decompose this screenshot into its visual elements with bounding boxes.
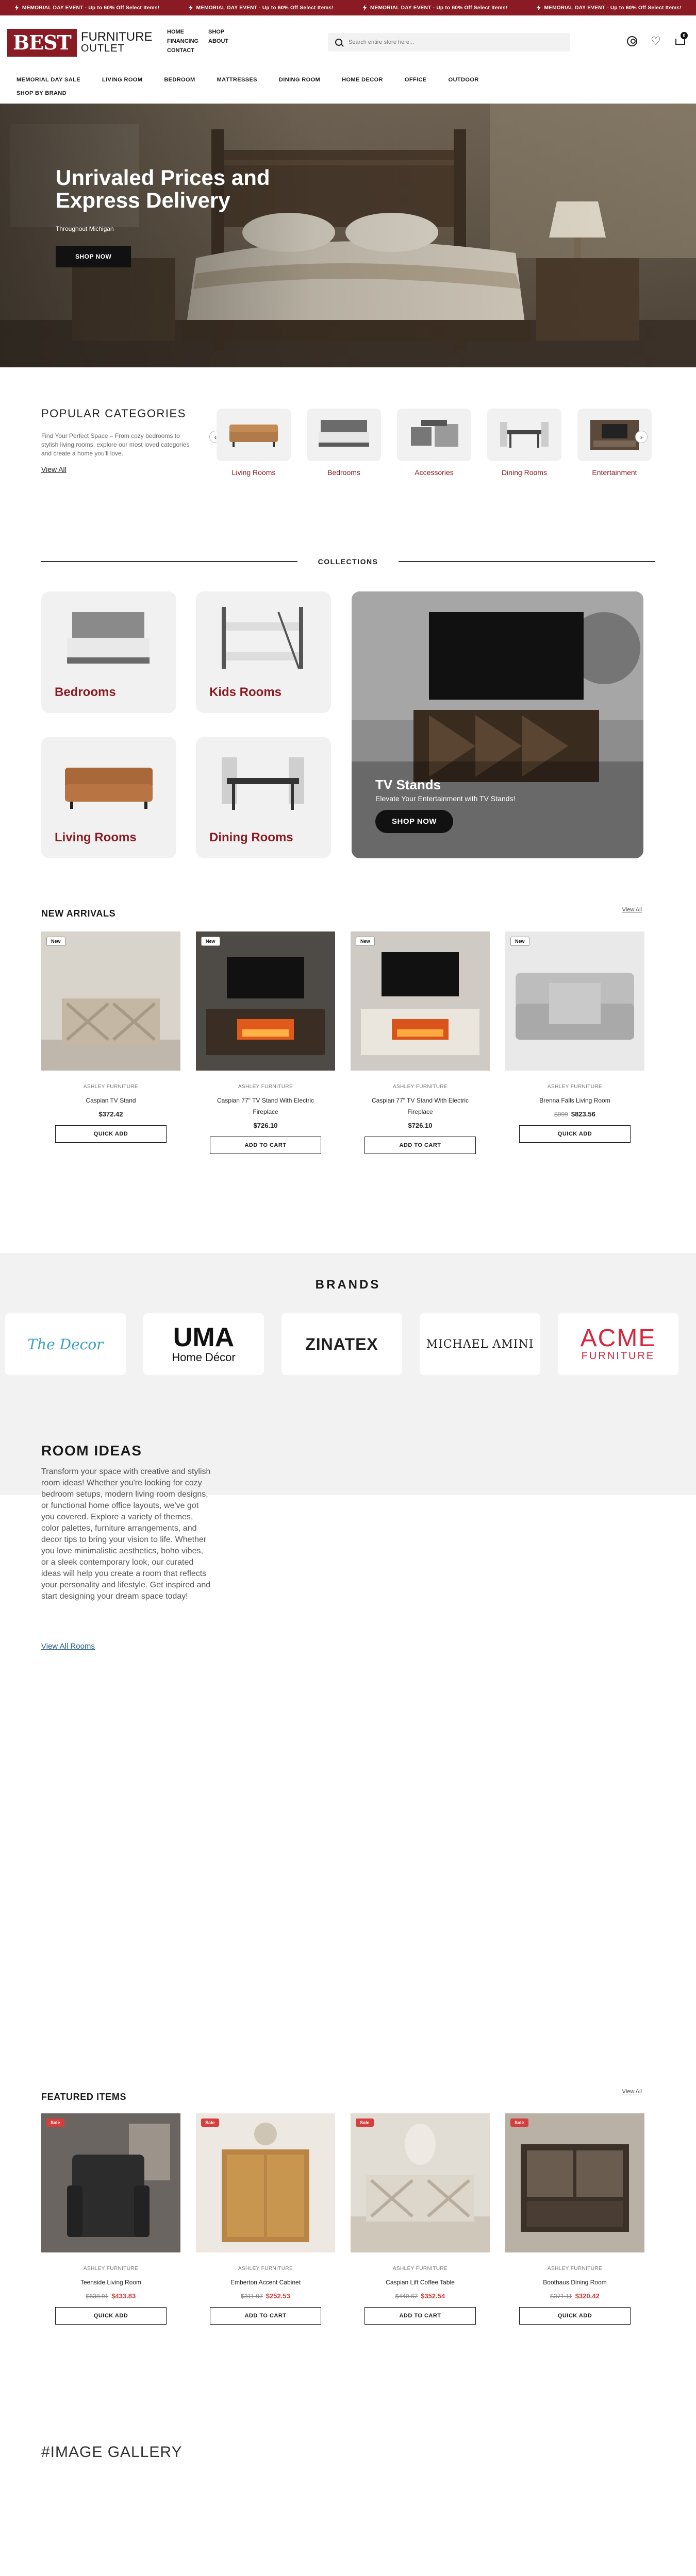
collection-card-tv-stands[interactable] (352, 591, 643, 858)
bolt-icon (362, 5, 367, 11)
product-card[interactable] (505, 2113, 644, 2325)
bolt-icon (189, 5, 193, 11)
room-ideas-title: ROOM IDEAS (41, 1443, 142, 1459)
popular-categories (0, 367, 696, 477)
nav-home-decor[interactable]: HOME DECOR (342, 77, 383, 83)
product-brand: ASHLEY FURNITURE (238, 2266, 293, 2272)
add-to-cart-button[interactable]: ADD TO CART (364, 2307, 476, 2325)
brand-card-the-decor[interactable] (5, 1313, 126, 1375)
category-label: Accessories (415, 468, 454, 477)
product-image[interactable] (505, 931, 644, 1071)
product-old-price: $638.91 (86, 2293, 109, 2300)
sale-badge: Sale (201, 2119, 219, 2127)
product-old-price: $371.11 (550, 2293, 572, 2300)
collection-card-kids-rooms[interactable] (196, 591, 331, 713)
product-image[interactable] (351, 2113, 490, 2252)
product-price: $999 $823.56 (554, 1110, 595, 1118)
product-price: $440.67 $352.54 (395, 2292, 445, 2300)
category-carousel (217, 409, 652, 477)
brand-card-uma[interactable] (143, 1313, 264, 1375)
add-to-cart-button[interactable]: ADD TO CART (364, 1137, 476, 1154)
collection-card-living-rooms[interactable] (41, 737, 176, 858)
popular-categories-title: POPULAR CATEGORIES (41, 407, 186, 420)
sale-badge: Sale (46, 2119, 64, 2127)
new-badge: New (201, 937, 220, 946)
nav-shop-by-brand[interactable]: SHOP BY BRAND (16, 90, 67, 96)
collection-label: Bedrooms (55, 685, 116, 699)
site-header (0, 15, 696, 70)
quick-add-button[interactable]: QUICK ADD (519, 2307, 631, 2325)
tv-stands-title: TV Stands (375, 777, 441, 792)
product-brand: ASHLEY FURNITURE (238, 1084, 293, 1090)
quick-add-button[interactable]: QUICK ADD (55, 2307, 167, 2325)
nav-outdoor[interactable]: OUTDOOR (448, 77, 479, 83)
product-name[interactable]: Caspian 77" TV Stand With Electric Fireplace (371, 1097, 469, 1115)
product-price: $726.10 (408, 1122, 433, 1129)
category-label: Living Rooms (231, 468, 276, 477)
brand-logo-uma-tagline: Home Décor (172, 1351, 236, 1364)
sale-badge: Sale (510, 2119, 528, 2127)
popular-categories-description: Find Your Perfect Space – From cozy bedrooms to stylish living rooms, explore our most loved categories and create a home you'll love. (41, 432, 190, 457)
product-image[interactable] (41, 931, 180, 1071)
quick-add-button[interactable]: QUICK ADD (55, 1125, 167, 1143)
product-brand: ASHLEY FURNITURE (83, 1084, 139, 1090)
image-gallery-title: #IMAGE GALLERY (41, 2444, 183, 2461)
product-name[interactable]: Boothaus Dining Room (543, 2279, 607, 2286)
product-old-price: $440.67 (395, 2293, 418, 2300)
view-all-rooms-link[interactable]: View All Rooms (41, 1642, 95, 1651)
tv-stands-shop-now-button[interactable]: SHOP NOW (375, 810, 453, 833)
toplink-home[interactable]: HOME (167, 28, 184, 35)
category-prev-arrow[interactable]: ‹ (209, 431, 222, 443)
product-price: $372.42 (98, 1110, 123, 1118)
brand-logo-acme: ACME (580, 1324, 656, 1352)
product-price: $726.10 (253, 1122, 278, 1129)
category-next-arrow[interactable]: › (635, 431, 648, 443)
brands-title: BRANDS (315, 1278, 381, 1292)
toplink-about[interactable]: ABOUT (208, 38, 229, 44)
search-bar (328, 33, 570, 52)
featured-items-title: FEATURED ITEMS (41, 2092, 127, 2102)
cart-count-badge: 0 (681, 32, 688, 39)
product-name[interactable]: Emberton Accent Cabinet (230, 2279, 301, 2286)
category-image (307, 409, 381, 461)
product-image[interactable] (505, 2113, 644, 2252)
announcement-message[interactable]: MEMORIAL DAY EVENT - Up to 60% Off Select Items! (537, 5, 682, 11)
product-card[interactable] (351, 931, 490, 1154)
tv-stands-subtitle: Elevate Your Entertainment with TV Stands! (375, 794, 516, 803)
add-to-cart-button[interactable]: ADD TO CART (210, 1137, 321, 1154)
product-brand: ASHLEY FURNITURE (392, 1084, 448, 1090)
add-to-cart-button[interactable]: ADD TO CART (210, 2307, 321, 2325)
nav-memorial-day-sale[interactable]: MEMORIAL DAY SALE (16, 77, 80, 83)
announcement-message[interactable]: MEMORIAL DAY EVENT - Up to 60% Off Select Items! (362, 5, 507, 11)
category-tile-dining-rooms[interactable] (487, 409, 561, 477)
collection-card-dining-rooms[interactable] (196, 737, 331, 858)
product-name[interactable]: Caspian Lift Coffee Table (386, 2279, 455, 2286)
nav-bedroom[interactable]: BEDROOM (164, 77, 195, 83)
new-badge: New (510, 937, 529, 946)
product-name[interactable]: Caspian TV Stand (86, 1097, 136, 1104)
divider-line (399, 561, 655, 562)
brand-logo-uma: UMA (173, 1323, 235, 1352)
logo-best: BEST (7, 29, 77, 57)
category-label: Bedrooms (327, 468, 360, 477)
collection-label: Kids Rooms (209, 685, 282, 699)
bolt-icon (14, 5, 19, 11)
featured-items-view-all[interactable]: View All (622, 2089, 642, 2095)
wishlist-icon[interactable]: ♡ (651, 35, 661, 47)
brand-logo-michael-amini: MICHAEL AMINI (426, 1337, 534, 1351)
product-old-price: $311.97 (241, 2293, 263, 2300)
cart-icon[interactable] (674, 33, 686, 46)
top-links (167, 29, 250, 57)
product-price: $638.91 $433.83 (86, 2292, 136, 2300)
room-ideas-description: Transform your space with creative and stylish room ideas! Whether you're looking for cozy bedroom setups, modern living room designs, or functional home office layouts, we've got you covered. Explore a variety of themes, color palettes, furniture arrangements, and decor tips to bring your vision to life. Whether you love minimalistic aesthetics, boho vibes, or a sleek contemporary look, our curated ideas will help you create a room that reflects your personality and lifestyle. Get inspired and start designing your dream space today! (41, 1467, 211, 1601)
product-name[interactable]: Teenside Living Room (80, 2279, 142, 2286)
collection-label: Living Rooms (55, 831, 137, 844)
product-brand: ASHLEY FURNITURE (392, 2266, 448, 2272)
category-label: Dining Rooms (502, 468, 547, 477)
nav-mattresses[interactable]: MATTRESSES (217, 77, 257, 83)
toplink-contact[interactable]: CONTACT (167, 47, 194, 54)
nav-living-room[interactable]: LIVING ROOM (102, 77, 143, 83)
product-brand: ASHLEY FURNITURE (83, 2266, 139, 2272)
nav-dining-room[interactable]: DINING ROOM (278, 77, 321, 83)
category-tile-accessories[interactable] (397, 409, 471, 477)
category-tile-bedrooms[interactable] (307, 409, 381, 477)
product-image[interactable] (196, 2113, 335, 2252)
new-badge: New (46, 937, 65, 946)
hero-content (56, 166, 272, 267)
collections-title: COLLECTIONS (318, 557, 378, 566)
product-price: $311.97 $252.53 (241, 2292, 290, 2300)
search-input[interactable] (349, 39, 563, 45)
popular-categories-view-all[interactable]: View All (41, 465, 67, 473)
collection-label: Dining Rooms (209, 831, 293, 844)
new-arrivals-view-all[interactable]: View All (622, 907, 642, 913)
logo-wordmark: FURNITURE OUTLET (80, 29, 153, 54)
category-image (487, 409, 561, 461)
main-nav (0, 70, 696, 90)
product-image[interactable] (41, 2113, 180, 2252)
divider-line (41, 561, 297, 562)
account-icon[interactable] (627, 36, 637, 46)
new-badge: New (356, 937, 375, 946)
brand-logo-zinatex: ZINATEX (305, 1334, 378, 1353)
announcement-message[interactable]: MEMORIAL DAY EVENT - Up to 60% Off Select Items! (14, 5, 159, 11)
hero-banner (0, 104, 696, 367)
category-label: Entertainment (592, 468, 637, 477)
announcement-bar (0, 0, 696, 15)
product-image[interactable] (351, 931, 490, 1071)
brand-logo-acme-tagline: FURNITURE (581, 1350, 655, 1362)
brand-card-acme[interactable] (558, 1313, 678, 1375)
search-icon[interactable] (335, 39, 342, 46)
sale-badge: Sale (356, 2119, 374, 2127)
header-icons (627, 33, 686, 47)
category-tile-living-rooms[interactable] (217, 409, 291, 477)
brand-card-zinatex[interactable] (281, 1313, 402, 1375)
product-name[interactable]: Brenna Falls Living Room (539, 1097, 610, 1104)
product-card[interactable] (196, 2113, 335, 2325)
collection-card-bedrooms[interactable] (41, 591, 176, 713)
product-brand: ASHLEY FURNITURE (547, 1084, 603, 1090)
brand-logo-the-decor: The Decor (27, 1335, 104, 1353)
product-image[interactable] (196, 931, 335, 1071)
nav-office[interactable]: OFFICE (404, 77, 427, 83)
product-price: $371.11 $320.42 (550, 2292, 600, 2300)
brand-card-michael-amini[interactable] (420, 1313, 540, 1375)
quick-add-button[interactable]: QUICK ADD (519, 1125, 631, 1143)
category-image (217, 409, 291, 461)
product-card[interactable] (351, 2113, 490, 2325)
popular-categories-intro (41, 407, 196, 474)
product-card[interactable] (196, 931, 335, 1154)
announcement-message[interactable]: MEMORIAL DAY EVENT - Up to 60% Off Select Items! (189, 5, 334, 11)
hero-subtitle: Throughout Michigan (56, 225, 114, 232)
product-brand: ASHLEY FURNITURE (547, 2266, 603, 2272)
secondary-nav (0, 90, 696, 104)
product-old-price: $999 (554, 1111, 568, 1118)
hero-shop-now-button[interactable]: SHOP NOW (56, 246, 131, 267)
product-card[interactable] (505, 931, 644, 1143)
new-arrivals-title: NEW ARRIVALS (41, 908, 116, 919)
product-card[interactable] (41, 931, 180, 1143)
bolt-icon (537, 5, 541, 11)
product-card[interactable] (41, 2113, 180, 2325)
toplink-financing[interactable]: FINANCING (167, 38, 199, 44)
site-logo[interactable] (7, 29, 162, 57)
product-name[interactable]: Caspian 77" TV Stand With Electric Fireplace (217, 1097, 314, 1115)
collections-heading (41, 556, 655, 567)
category-image (397, 409, 471, 461)
hero-title: Unrivaled Prices and Express Delivery (56, 165, 270, 212)
toplink-shop[interactable]: SHOP (208, 28, 225, 35)
